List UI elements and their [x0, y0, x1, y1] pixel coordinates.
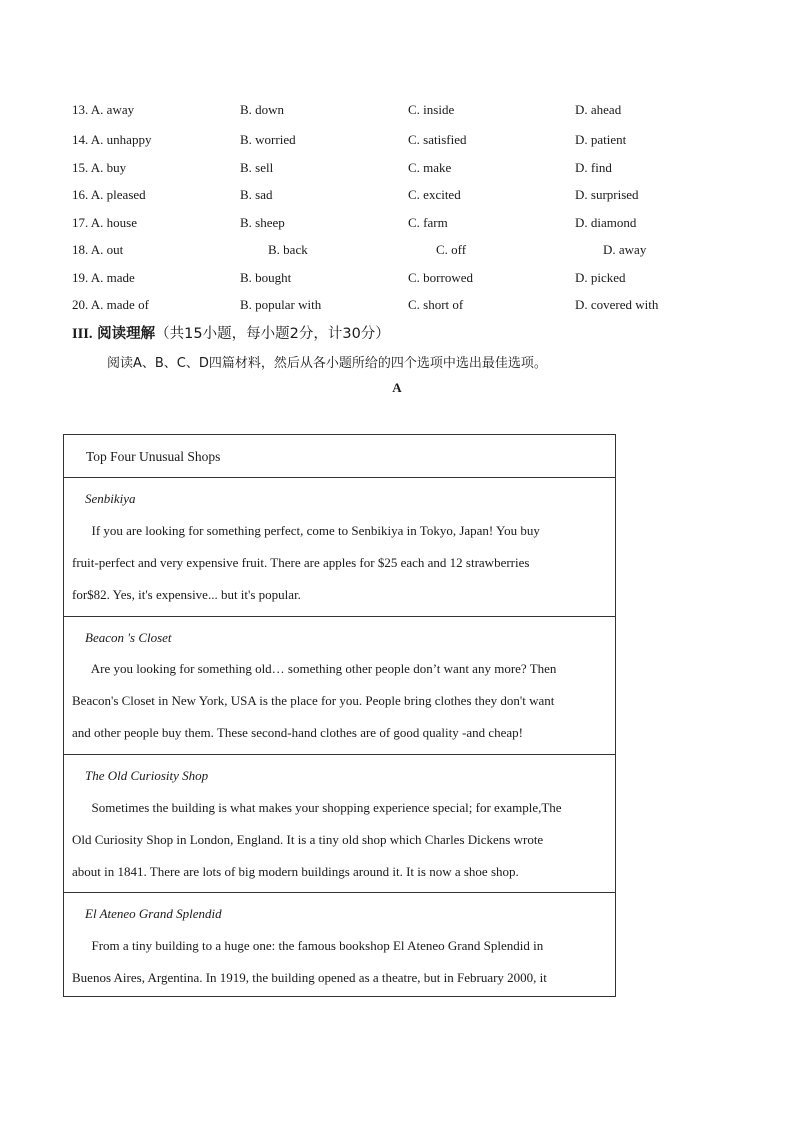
- option-b: B. worried: [240, 132, 296, 147]
- shop-text-line: for$82. Yes, it's expensive... but it's popular.: [72, 587, 301, 602]
- option-d: D. ahead: [575, 102, 622, 117]
- option-row-18: [0, 240, 794, 260]
- option-c: C. inside: [408, 102, 455, 117]
- passage-label: A: [392, 380, 402, 395]
- shop-name: Senbikiya: [85, 491, 136, 506]
- option-row-17: [0, 213, 794, 233]
- shop-text-line: and other people buy them. These second-hand clothes are of good quality -and cheap!: [72, 725, 523, 740]
- option-c: C. short of: [408, 297, 464, 312]
- option-d: D. away: [603, 242, 647, 257]
- option-c: C. farm: [408, 215, 448, 230]
- shop-text-line: Are you looking for something old… something other people don’t want any more? Then: [72, 661, 557, 676]
- option-c: C. borrowed: [408, 270, 473, 285]
- section-heading: [72, 322, 390, 343]
- option-c: C. excited: [408, 187, 461, 202]
- passage-table: [63, 434, 616, 997]
- option-c: C. off: [436, 242, 467, 257]
- option-b: B. sheep: [240, 215, 285, 230]
- shop-cell-senbikiya: [64, 477, 615, 616]
- shop-text-line: Buenos Aires, Argentina. In 1919, the building opened as a theatre, but in February 2000, it: [72, 970, 547, 985]
- option-b: B. down: [240, 102, 285, 117]
- option-d: D. surprised: [575, 187, 639, 202]
- option-a: 19. A. made: [72, 270, 135, 285]
- shop-text-line: Beacon's Closet in New York, USA is the place for you. People bring clothes they don't want: [72, 693, 555, 708]
- option-b: B. bought: [240, 270, 292, 285]
- section-title: 阅读理解: [97, 326, 156, 342]
- shop-text-line: If you are looking for something perfect, come to Senbikiya in Tokyo, Japan! You buy: [72, 523, 540, 538]
- section-instruction: 阅读A、B、C、D四篇材料，然后从各小题所给的四个选项中选出最佳选项。: [107, 356, 547, 371]
- shop-text-line: Sometimes the building is what makes your shopping experience special; for example,The: [72, 800, 562, 815]
- option-d: D. patient: [575, 132, 627, 147]
- shop-text-line: Old Curiosity Shop in London, England. It is a tiny old shop which Charles Dickens wrote: [72, 832, 544, 847]
- shop-text-line: fruit-perfect and very expensive fruit. There are apples for $25 each and 12 strawberries: [72, 555, 530, 570]
- option-a: 13. A. away: [72, 102, 135, 117]
- option-b: B. back: [268, 242, 308, 257]
- option-c: C. satisfied: [408, 132, 467, 147]
- option-d: D. diamond: [575, 215, 637, 230]
- option-b: B. sad: [240, 187, 273, 202]
- shop-name: El Ateneo Grand Splendid: [85, 906, 222, 921]
- shop-cell-beacons-closet: [64, 616, 615, 754]
- option-row-15: [0, 158, 794, 178]
- option-a: 17. A. house: [72, 215, 137, 230]
- table-title: Top Four Unusual Shops: [86, 449, 221, 464]
- shop-text-line: about in 1841. There are lots of big modern buildings around it. It is now a shoe shop.: [72, 864, 519, 879]
- option-a: 16. A. pleased: [72, 187, 146, 202]
- option-row-19: [0, 268, 794, 288]
- option-row-13: [0, 100, 794, 120]
- option-a: 18. A. out: [72, 242, 124, 257]
- option-row-14: [0, 130, 794, 150]
- section-number: III.: [72, 326, 93, 342]
- option-d: D. picked: [575, 270, 626, 285]
- option-a: 15. A. buy: [72, 160, 127, 175]
- option-d: D. covered with: [575, 297, 659, 312]
- option-b: B. popular with: [240, 297, 322, 312]
- option-a: 20. A. made of: [72, 297, 149, 312]
- shop-text-line: From a tiny building to a huge one: the famous bookshop El Ateneo Grand Splendid in: [72, 938, 544, 953]
- table-title-cell: [64, 435, 615, 477]
- shop-cell-el-ateneo: [64, 892, 615, 996]
- shop-cell-old-curiosity-shop: [64, 754, 615, 892]
- section-note: （共15小题，每小题2分，计30分）: [155, 326, 390, 342]
- shop-name: The Old Curiosity Shop: [85, 768, 209, 783]
- shop-name: Beacon 's Closet: [85, 630, 172, 645]
- option-row-16: [0, 185, 794, 205]
- option-row-20: [0, 295, 794, 315]
- option-a: 14. A. unhappy: [72, 132, 152, 147]
- option-b: B. sell: [240, 160, 274, 175]
- option-d: D. find: [575, 160, 612, 175]
- option-c: C. make: [408, 160, 452, 175]
